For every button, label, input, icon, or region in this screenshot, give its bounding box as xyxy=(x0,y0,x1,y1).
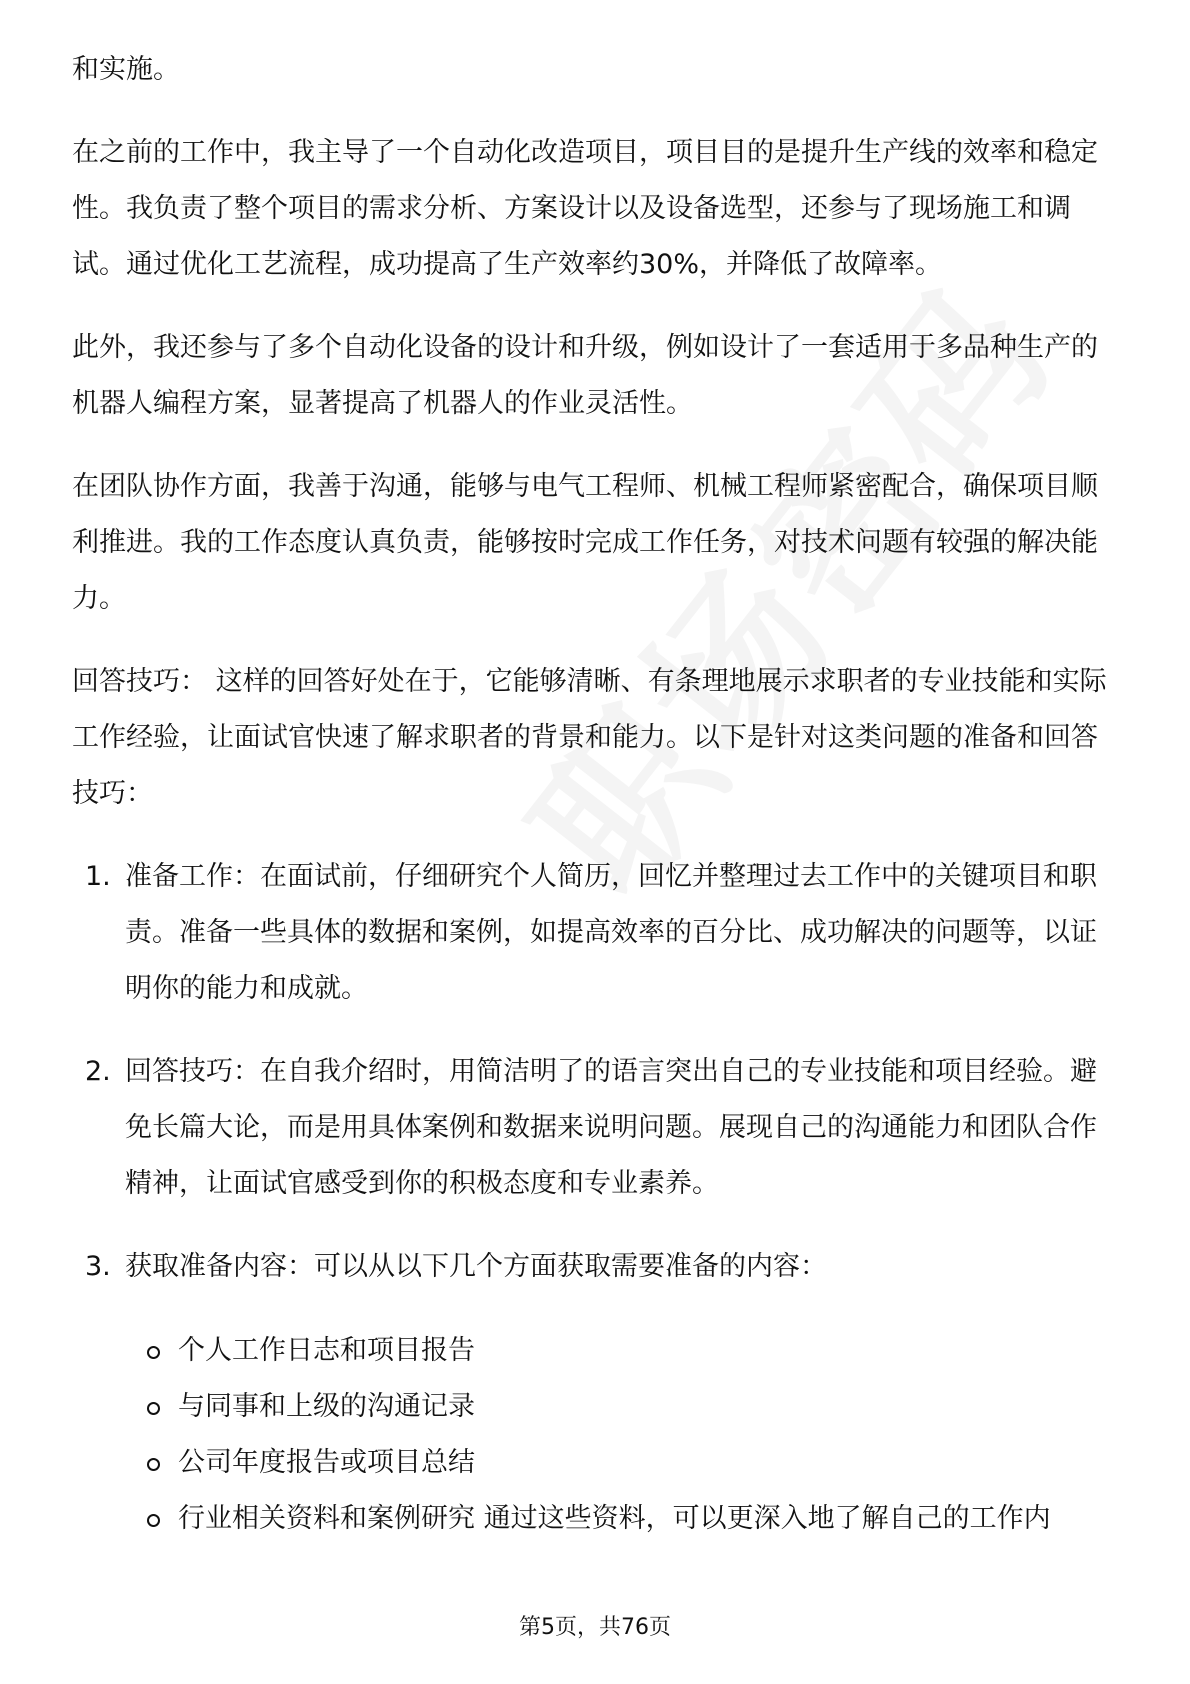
paragraph-teamwork: 在团队协作方面，我善于沟通，能够与电气工程师、机械工程师紧密配合，确保项目顺利推进。我的工作态度认真负责，能够按时完成工作任务，对技术问题有较强的解决能力。 xyxy=(72,471,1098,614)
sub-list-item xyxy=(125,1379,1122,1435)
document-body xyxy=(72,42,1122,1574)
list-item-text: 准备工作：在面试前，仔细研究个人简历，回忆并整理过去工作中的关键项目和职责。准备一些具体的数据和案例，如提高效率的百分比、成功解决的问题等，以证明你的能力和成就。 xyxy=(125,861,1097,1004)
list-item-text: 获取准备内容：可以从以下几个方面获取需要准备的内容： xyxy=(125,1251,827,1282)
list-item-text: 回答技巧：在自我介绍时，用简洁明了的语言突出自己的专业技能和项目经验。避免长篇大论，而是用具体案例和数据来说明问题。展现自己的沟通能力和团队合作精神，让面试官感受到你的积极态度和专业素养。 xyxy=(125,1056,1097,1199)
page-number-footer: 第5页，共76页 xyxy=(519,1615,671,1640)
list-item xyxy=(72,1239,1122,1547)
circle-bullet-icon xyxy=(147,1514,160,1527)
tips-list xyxy=(72,849,1122,1547)
paragraph-answer-tips: 回答技巧： 这样的回答好处在于，它能够清晰、有条理地展示求职者的专业技能和实际工作经验，让面试官快速了解求职者的背景和能力。以下是针对这类问题的准备和回答技巧： xyxy=(72,666,1107,809)
sub-list-item xyxy=(125,1491,1122,1547)
sources-list xyxy=(125,1323,1122,1547)
list-number: 3. xyxy=(85,1251,111,1282)
list-number: 1. xyxy=(85,861,111,892)
sub-list-item xyxy=(125,1323,1122,1379)
sub-list-item-text: 公司年度报告或项目总结 xyxy=(178,1447,475,1478)
list-item xyxy=(72,849,1122,1017)
paragraph-continuation: 和实施。 xyxy=(72,54,180,85)
sub-list-item-text: 行业相关资料和案例研究 通过这些资料，可以更深入地了解自己的工作内 xyxy=(178,1503,1051,1534)
sub-list-item-text: 个人工作日志和项目报告 xyxy=(178,1335,475,1366)
circle-bullet-icon xyxy=(147,1402,160,1415)
circle-bullet-icon xyxy=(147,1458,160,1471)
sub-list-item xyxy=(125,1435,1122,1491)
paragraph-additional-experience: 此外，我还参与了多个自动化设备的设计和升级，例如设计了一套适用于多品种生产的机器人编程方案，显著提高了机器人的作业灵活性。 xyxy=(72,332,1098,419)
list-number: 2. xyxy=(85,1056,111,1087)
list-item xyxy=(72,1044,1122,1212)
sub-list-item-text: 与同事和上级的沟通记录 xyxy=(178,1391,475,1422)
circle-bullet-icon xyxy=(147,1346,160,1359)
paragraph-project-experience: 在之前的工作中，我主导了一个自动化改造项目，项目目的是提升生产线的效率和稳定性。我负责了整个项目的需求分析、方案设计以及设备选型，还参与了现场施工和调试。通过优化工艺流程，成功提高了生产效率约30%，并降低了故障率。 xyxy=(72,137,1098,280)
